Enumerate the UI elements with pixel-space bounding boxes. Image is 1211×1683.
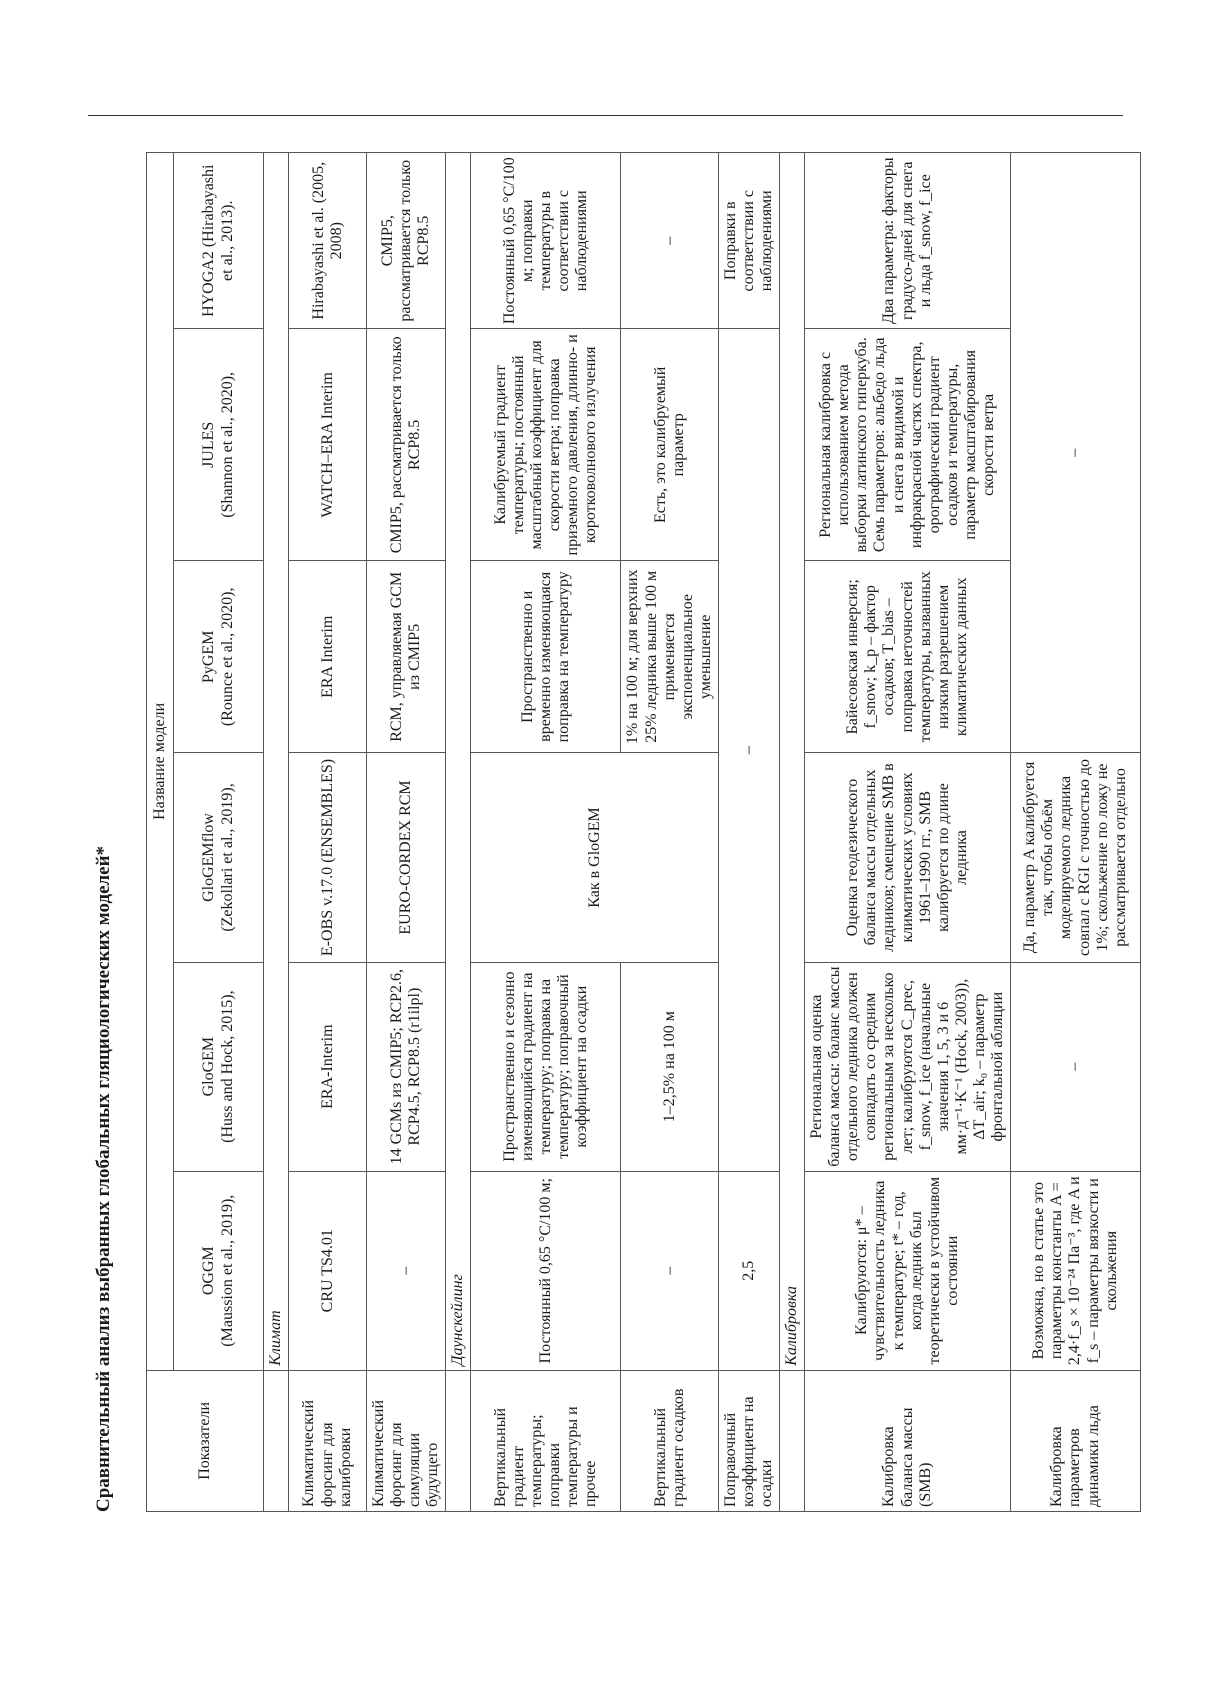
section-row-calibration: [780, 153, 805, 1512]
cell-jules: CMIP5, рассматривается только RCP8.5: [367, 329, 446, 561]
label-smb: Калибровка баланса массы (SMB): [805, 1370, 1011, 1511]
cell-oggm: –: [621, 1171, 718, 1370]
cell-glogem: ERA-Interim: [289, 962, 367, 1171]
header-model-glogem: GloGEM (Huss and Hock, 2015),: [174, 962, 264, 1171]
label-temp-gradient: Вертикальный градиент температуры; поправки температуры и прочее: [471, 1370, 621, 1511]
cell-oggm: Возможна, но в статье это параметры константы A = 2,4·f_s × 10⁻²⁴ Па⁻³, где A и f_s – параметры вязкости и скольжения: [1011, 1171, 1141, 1370]
header-model-oggm: OGGM (Maussion et al., 2019),: [174, 1171, 264, 1370]
cell-glogemflow: Как в GloGEM: [471, 753, 718, 962]
cell-pygem: RCM, управляемая GCM из CMIP5: [367, 561, 446, 753]
cell-pygem: ERA Interim: [289, 561, 367, 753]
label-precip-gradient: Вертикальный градиент осадков: [621, 1370, 718, 1511]
label-forcing-future: Климатический форсинг для симуляции будущего: [367, 1370, 446, 1511]
section-row-downscaling: [446, 153, 471, 1512]
header-model-group: Название модели: [147, 153, 174, 1371]
row-dynamics: [1011, 153, 1141, 1512]
cell-oggm: Постоянный 0,65 °C/100 м;: [471, 1171, 621, 1370]
cell-pygem: 1% на 100 м; для верхних 25% ледника выше 100 м применяется экспоненциальное уменьшение: [621, 561, 718, 753]
row-forcing-calibration: [289, 153, 367, 1512]
header-rule: [88, 115, 1123, 116]
header-row-models: [174, 153, 264, 1512]
row-temp-gradient: [471, 153, 621, 1512]
cell-oggm: 2,5: [718, 1171, 779, 1370]
cell-glogem: Региональная оценка баланса массы: баланс массы отдельного ледника должен совпадать со средним региональным за несколько лет; калибруются C_prec, f_snow, f_ice (начальные значения 1, 5, 3 и 6 мм·д⁻¹·K⁻¹ (Hock, 2003)), ΔT_air; k₀ – параметр фронтальной абляции: [805, 962, 1011, 1171]
comparison-table: [146, 152, 1141, 1512]
cell-glogem: 14 GCMs из CMIP5; RCP2.6, RCP4.5, RCP8.5 (r1ilpl): [367, 962, 446, 1171]
row-smb: [805, 153, 1011, 1512]
header-row-group: [147, 153, 174, 1512]
cell-merged: –: [718, 329, 779, 1171]
rotated-table-container: [88, 152, 1129, 1512]
cell-merged: –: [1011, 153, 1141, 753]
section-calibration: Калибровка: [780, 153, 805, 1371]
row-forcing-future: [367, 153, 446, 1512]
cell-jules: Региональная калибровка с использованием метода выборки латинского гиперкуба. Семь параметров: альбедо льда и снега в видимой и инфракрасной частях спектра, орографический градиент осадков и температуры, параметр масштабирования скорости ветра: [805, 329, 1011, 561]
section-climate: Климат: [264, 153, 289, 1371]
cell-hyoga: Два параметра: факторы градусо-дней для снега и льда f_snow, f_ice: [805, 153, 1011, 329]
cell-hyoga: –: [621, 153, 718, 329]
cell-jules: Есть, это калибруемый параметр: [621, 329, 718, 561]
label-forcing-calibration: Климатический форсинг для калибровки: [289, 1370, 367, 1511]
table-caption: Сравнительный анализ выбранных глобальных гляциологических моделей*: [93, 845, 114, 1512]
cell-glogemflow: Оценка геодезического баланса массы отдельных ледников; смещение SMB в климатических условиях 1961–1990 гг., SMB калибруется по длине ледника: [805, 753, 1011, 962]
cell-oggm: CRU TS4.01: [289, 1171, 367, 1370]
cell-hyoga: CMIP5, рассматривается только RCP8.5: [367, 153, 446, 329]
cell-hyoga: Поправки в соответствии с наблюдениями: [718, 153, 779, 329]
cell-glogem: –: [1011, 962, 1141, 1171]
cell-pygem: Байесовская инверсия; f_snow; k_p – фактор осадков; T_bias – поправка неточностей температуры, вызванных низким разрешением климатических данных: [805, 561, 1011, 753]
cell-hyoga: Hirabayashi et al. (2005, 2008): [289, 153, 367, 329]
cell-oggm: –: [367, 1171, 446, 1370]
section-row-climate: [264, 153, 289, 1512]
cell-oggm: Калибруются: μ* – чувствительность ледника к температуре; t* – год, когда ледник был теоретически в устойчивом состоянии: [805, 1171, 1011, 1370]
cell-pygem: Пространственно и временно изменяющаяся поправка на температуру: [471, 561, 621, 753]
label-precip-coef: Поправочный коэффициент на осадки: [718, 1370, 779, 1511]
header-model-jules: JULES (Shannon et al., 2020),: [174, 329, 264, 561]
cell-glogemflow: Да, параметр A калибруется так, чтобы объём моделируемого ледника совпал с RGI с точностью до 1%; скольжение по ложу не рассматривается отдельно: [1011, 753, 1141, 962]
cell-glogem: 1–2,5% на 100 м: [621, 962, 718, 1171]
cell-glogem: Пространственно и сезонно изменяющийся градиент на температуру; поправка на температуру; поправочный коэффициент на осадки: [471, 962, 621, 1171]
label-dynamics: Калибровка параметров динамики льда: [1011, 1370, 1141, 1511]
header-model-glogemflow: GloGEMflow (Zekollari et al., 2019),: [174, 753, 264, 962]
cell-glogemflow: E-OBS v.17.0 (ENSEMBLES): [289, 753, 367, 962]
cell-jules: Калибруемый градиент температуры; постоянный масштабный коэффициент для скорости ветра; поправка приземного давления, длинно- и коротковолнового излучения: [471, 329, 621, 561]
header-model-hyoga: HYOGA2 (Hirabayashi et al., 2013).: [174, 153, 264, 329]
row-precip-coef: [718, 153, 779, 1512]
cell-hyoga: Постоянный 0,65 °C/100 м; поправки температуры в соответствии с наблюдениями: [471, 153, 621, 329]
header-model-pygem: PyGEM (Rounce et al., 2020),: [174, 561, 264, 753]
cell-glogemflow: EURO-CORDEX RCM: [367, 753, 446, 962]
section-downscaling: Даунскейлинг: [446, 153, 471, 1371]
header-indicators: Показатели: [147, 1370, 264, 1511]
cell-jules: WATCH–ERA Interim: [289, 329, 367, 561]
